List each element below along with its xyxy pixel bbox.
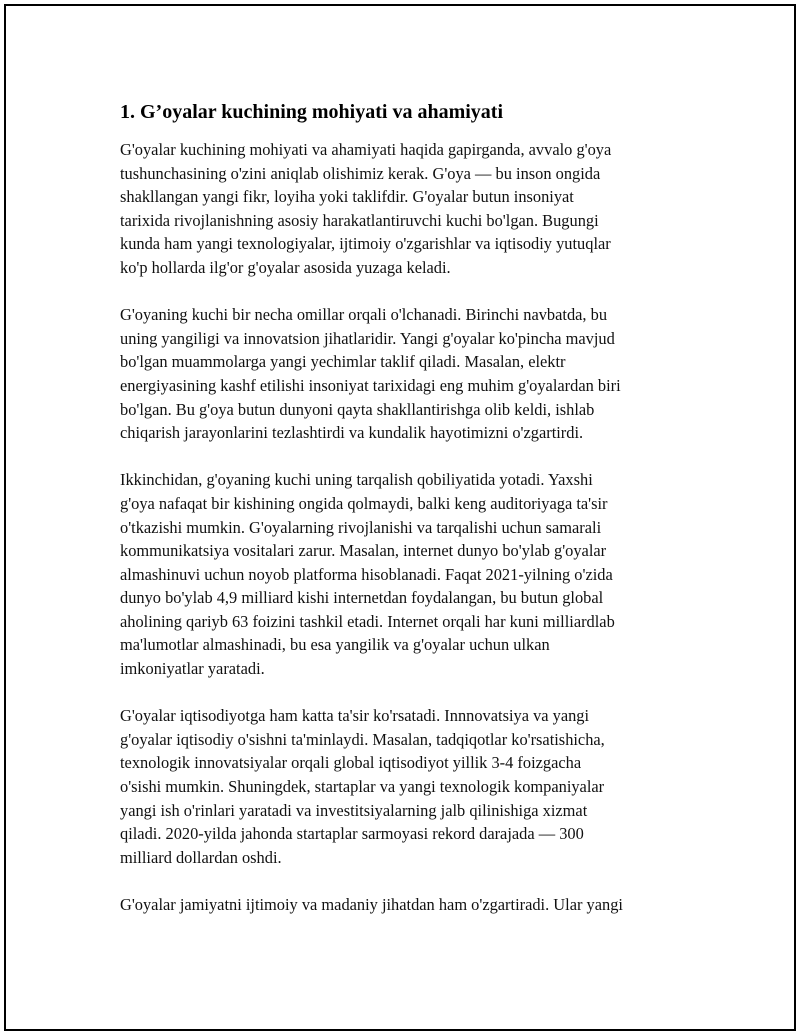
text-line: G'oyaning kuchi bir necha omillar orqali o'lchanadi. Birinchi navbatda, bu bbox=[120, 305, 608, 325]
text-line: imkoniyatlar yaratadi. bbox=[120, 659, 265, 679]
paragraph-4 bbox=[120, 704, 690, 869]
text-line: bo'lgan. Bu g'oya butun dunyoni qayta shakllantirishga olib keldi, ishlab bbox=[120, 399, 595, 419]
text-line: bo'lgan muammolarga yangi yechimlar taklif qiladi. Masalan, elektr bbox=[120, 352, 566, 372]
text-line: g'oyalar iqtisodiy o'sishni ta'minlaydi. Masalan, tadqiqotlar ko'rsatishicha, bbox=[120, 729, 605, 749]
text-line: yangi ish o'rinlari yaratadi va investitsiyalarning jalb qilinishiga xizmat bbox=[120, 800, 588, 820]
text-line: o'sishi mumkin. Shuningdek, startaplar va yangi texnologik kompaniyalar bbox=[120, 777, 605, 797]
paragraph-3 bbox=[120, 468, 690, 680]
text-line: o'tkazishi mumkin. G'oyalarning rivojlanishi va tarqalishi uchun samarali bbox=[120, 517, 602, 537]
page-frame bbox=[4, 4, 796, 1031]
text-line: kommunikatsiya vositalari zarur. Masalan, internet dunyo bo'ylab g'oyalar bbox=[120, 541, 607, 561]
paragraph-5 bbox=[120, 893, 690, 917]
text-line: kunda ham yangi texnologiyalar, ijtimoiy o'zgarishlar va iqtisodiy yutuqlar bbox=[120, 234, 611, 254]
text-line: tushunchasining o'zini aniqlab olishimiz kerak. G'oya — bu inson ongida bbox=[120, 163, 601, 183]
document-body bbox=[120, 100, 690, 940]
text-line: uning yangiligi va innovatsion jihatlaridir. Yangi g'oyalar ko'pincha mavjud bbox=[120, 328, 615, 348]
text-line: milliard dollardan oshdi. bbox=[120, 847, 282, 867]
text-line: ma'lumotlar almashinadi, bu esa yangilik va g'oyalar uchun ulkan bbox=[120, 635, 550, 655]
text-line: G'oyalar iqtisodiyotga ham katta ta'sir ko'rsatadi. Innnovatsiya va yangi bbox=[120, 706, 590, 726]
text-line: aholining qariyb 63 foizini tashkil etadi. Internet orqali har kuni milliardlab bbox=[120, 611, 615, 631]
text-line: G'oyalar jamiyatni ijtimoiy va madaniy jihatdan ham o'zgartiradi. Ular yangi bbox=[120, 895, 623, 914]
text-line: G'oyalar kuchining mohiyati va ahamiyati haqida gapirganda, avvalo g'oya bbox=[120, 140, 612, 159]
text-line: almashinuvi uchun noyob platforma hisoblanadi. Faqat 2021-yilning o'zida bbox=[120, 564, 613, 584]
section-heading: 1. G’oyalar kuchining mohiyati va ahamiyati bbox=[120, 101, 504, 123]
text-line: texnologik innovatsiyalar orqali global iqtisodiyot yillik 3-4 foizgacha bbox=[120, 753, 582, 773]
text-line: energiyasining kashf etilishi insoniyat tarixidagi eng muhim g'oyalardan biri bbox=[120, 375, 621, 395]
text-line: tarixida rivojlanishning asosiy harakatlantiruvchi kuchi bo'lgan. Bugungi bbox=[120, 210, 599, 230]
text-line: Ikkinchidan, g'oyaning kuchi uning tarqalish qobiliyatida yotadi. Yaxshi bbox=[120, 470, 593, 490]
paragraph-1 bbox=[120, 138, 690, 280]
paragraph-2 bbox=[120, 303, 690, 445]
text-line: g'oya nafaqat bir kishining ongida qolmaydi, balki keng auditoriyaga ta'sir bbox=[120, 493, 608, 513]
text-line: dunyo bo'ylab 4,9 milliard kishi internetdan foydalangan, bu butun global bbox=[120, 588, 604, 608]
text-line: ko'p hollarda ilg'or g'oyalar asosida yuzaga keladi. bbox=[120, 257, 451, 277]
text-line: qiladi. 2020-yilda jahonda startaplar sarmoyasi rekord darajada — 300 bbox=[120, 824, 584, 844]
text-line: shakllangan yangi fikr, loyiha yoki taklifdir. G'oyalar butun insoniyat bbox=[120, 187, 574, 207]
text-line: chiqarish jarayonlarini tezlashtirdi va kundalik hayotimizni o'zgartirdi. bbox=[120, 423, 584, 443]
